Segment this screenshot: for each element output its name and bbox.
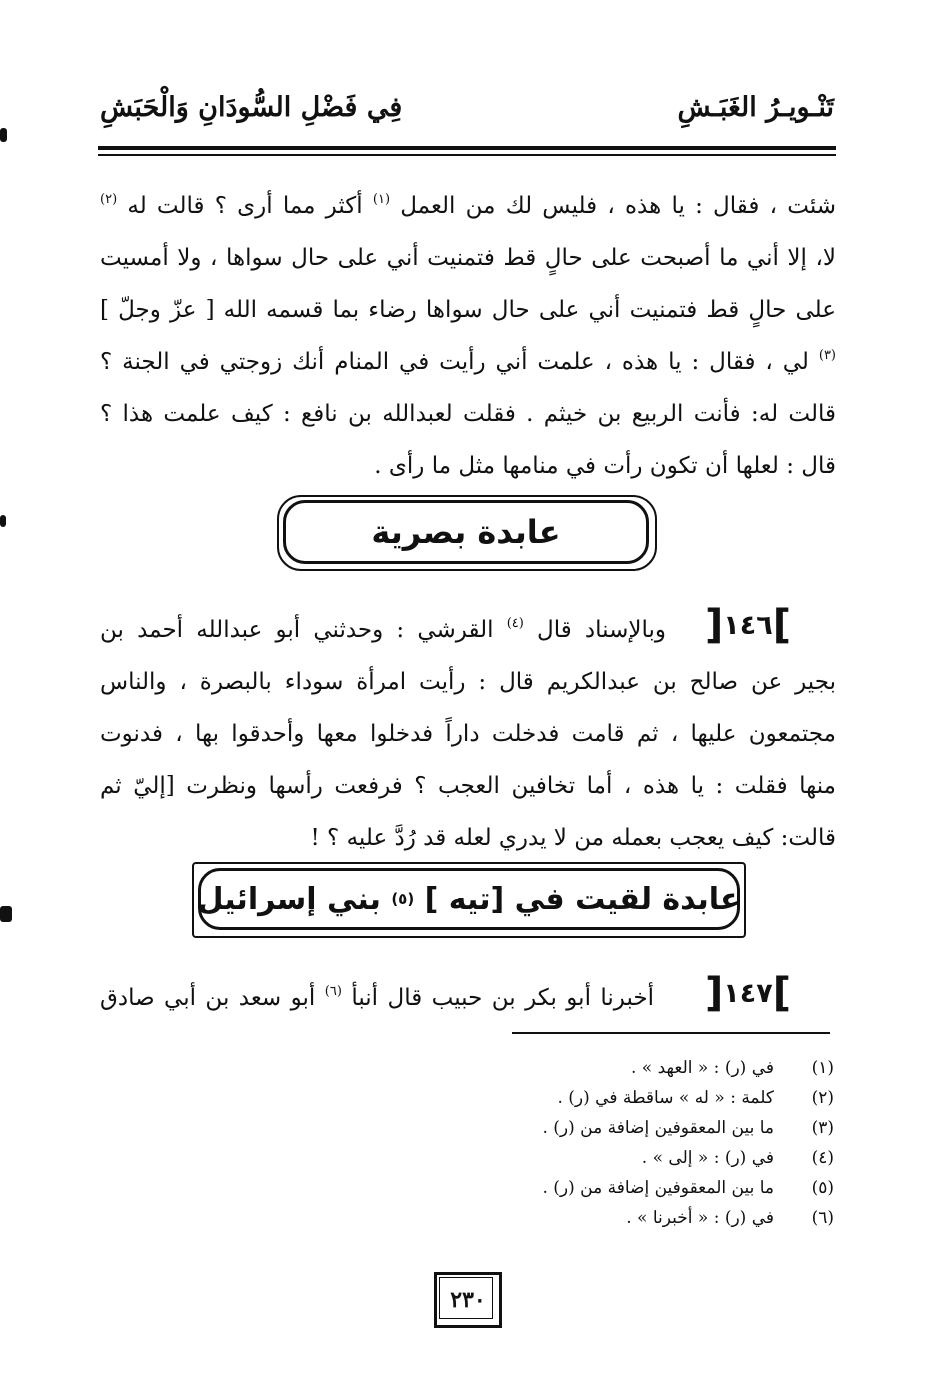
text-line: بجير عن صالح بن عبدالكريم قال : رأيت امرأة سوداء بالبصرة ، والناس xyxy=(100,669,836,695)
text-line: أخبرنا أبو بكر بن حبيب قال أنبأ $^{(٦)}$ أبو سعد بن أبي صادق xyxy=(100,984,655,1011)
text-line: وبالإسناد قال $^{(٤)}$ القرشي : وحدثني أبو عبدالله أحمد بن xyxy=(100,616,667,643)
text-line: على حالٍ قط فتمنيت أني على حال سواها رضاء بما قسمه الله [ عزّ وجلّ ] xyxy=(100,297,836,323)
header-rule-thin xyxy=(98,154,836,156)
footnote-ref[interactable]: (٣) xyxy=(818,348,836,363)
text-line: مجتمعون عليها ، ثم قامت فدخلت داراً فدخلوا معها وأحدقوا بها ، فدنوت xyxy=(100,721,836,747)
footnote-6: (٦) في (ر) : « أخبرنا » . xyxy=(626,1208,834,1228)
text-line: شئت ، فقال : يا هذه ، فليس لك من العمل $^{(١)}$ أكثر مما أرى ؟ قالت له $^{(٢)}$ xyxy=(100,192,836,219)
text-line: $^{(٣)}$ لي ، فقال : يا هذه ، علمت أني رأيت في المنام أنك زوجتي في الجنة ؟ xyxy=(100,348,836,375)
scan-edge-mark xyxy=(0,515,6,527)
entry-147-text xyxy=(100,972,836,1024)
page-number: ٢٣٠ xyxy=(434,1272,502,1328)
entry-number-146: ] ١٤٦ [ xyxy=(704,602,791,648)
footnote-2: (٢) كلمة : « له » ساقطة في (ر) . xyxy=(557,1088,834,1108)
running-title: تَنْـويـرُ الغَبَـشِ xyxy=(677,92,834,123)
footnote-5: (٥) ما بين المعقوفين إضافة من (ر) . xyxy=(542,1178,834,1198)
page-number-inner-frame xyxy=(439,1277,493,1319)
entry-146-text xyxy=(100,604,836,864)
text-line: قالت له: فأنت الربيع بن خيثم . فقلت لعبدالله بن نافع : كيف علمت هذا ؟ xyxy=(100,401,836,427)
paragraph-continuation xyxy=(100,180,836,492)
text-line: لا، إلا أني ما أصبحت على حالٍ قط فتمنيت أني على حال سواها ، ولا أمسيت xyxy=(100,245,836,271)
running-subtitle: فِي فَضْلِ السُّودَانِ وَالْحَبَشِ xyxy=(100,92,403,123)
text-line: منها فقلت : يا هذه ، أما تخافين العجب ؟ فرفعت رأسها ونظرت [إليّ ثم xyxy=(100,773,836,799)
text-line: قال : لعلها أن تكون رأت في منامها مثل ما رأى . xyxy=(374,453,836,479)
footnote-ref[interactable]: (٢) xyxy=(100,192,118,207)
scan-edge-mark xyxy=(0,128,7,142)
footnote-3: (٣) ما بين المعقوفين إضافة من (ر) . xyxy=(542,1118,834,1138)
footnote-1: (١) في (ر) : « العهد » . xyxy=(631,1058,834,1078)
section-heading: عابدة لقيت في [تيه ] (٥) بني إسرائيل xyxy=(198,868,740,930)
footnote-ref[interactable]: (٦) xyxy=(324,984,342,999)
footnote-ref[interactable]: (١) xyxy=(372,192,391,207)
section-heading: عابدة بصرية xyxy=(283,500,649,564)
footnote-4: (٤) في (ر) : « إلى » . xyxy=(641,1148,834,1168)
scan-edge-mark xyxy=(0,906,12,922)
footnote-ref[interactable]: (٤) xyxy=(506,616,524,631)
footnote-separator xyxy=(512,1032,830,1034)
header-rule-thick xyxy=(98,146,836,150)
entry-number-147: ] ١٤٧ [ xyxy=(704,970,791,1016)
text-line: قالت: كيف يعجب بعمله من لا يدري لعله قد رُدَّ عليه ؟ ! xyxy=(310,825,836,851)
